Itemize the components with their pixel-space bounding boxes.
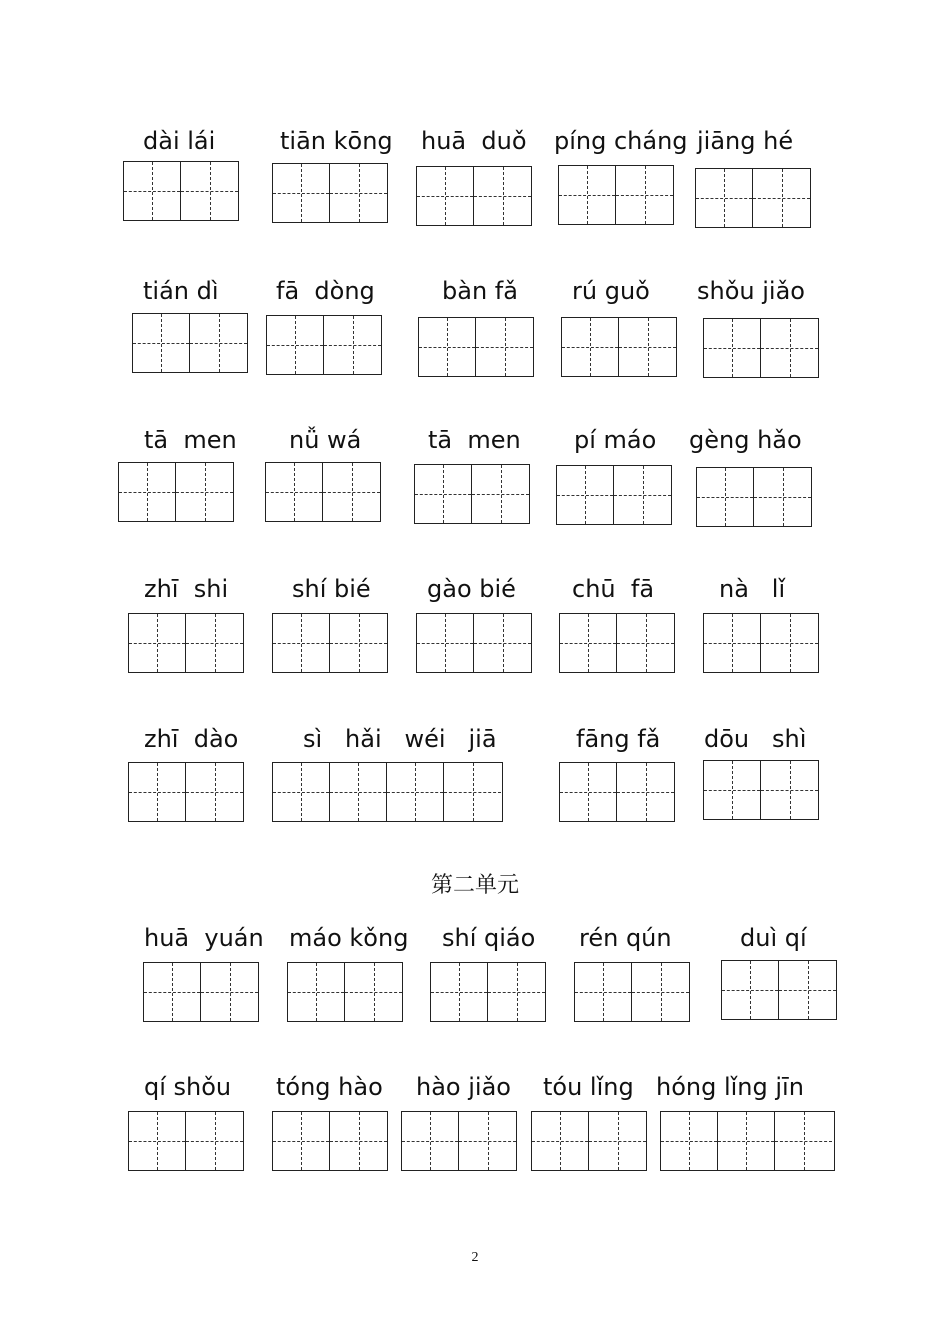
pinyin-word: zhī dào (144, 725, 239, 753)
grid-cell (330, 164, 387, 222)
grid-cell (129, 1112, 186, 1170)
grid-cell (761, 761, 818, 819)
writing-grid (272, 613, 388, 673)
grid-cell (119, 463, 176, 521)
grid-cell (616, 166, 673, 224)
grid-cell (417, 167, 474, 225)
writing-grid (401, 1111, 517, 1171)
pinyin-word: rú guǒ (572, 277, 650, 305)
pinyin-word: tā men (428, 426, 521, 454)
writing-grid (558, 165, 674, 225)
pinyin-word: qí shǒu (144, 1073, 232, 1101)
grid-cell (761, 614, 818, 672)
pinyin-word: hào jiǎo (416, 1073, 511, 1101)
grid-cell (704, 319, 761, 377)
writing-grid (416, 613, 532, 673)
pinyin-word: gào bié (427, 575, 516, 603)
writing-grid (265, 462, 381, 522)
writing-grid (266, 315, 382, 375)
pinyin-word: sì hǎi wéi jiā (303, 725, 497, 753)
pinyin-word: gèng hǎo (689, 426, 802, 454)
writing-grid (143, 962, 259, 1022)
writing-grid (128, 762, 244, 822)
grid-cell (431, 963, 488, 1021)
grid-cell (617, 763, 674, 821)
pinyin-word: shǒu jiǎo (697, 277, 805, 305)
grid-cell (697, 468, 754, 526)
grid-cell (186, 1112, 243, 1170)
grid-cell (273, 1112, 330, 1170)
grid-cell (775, 1112, 832, 1170)
grid-cell (323, 463, 380, 521)
writing-grid (123, 161, 239, 221)
pinyin-word: máo kǒng (289, 924, 409, 952)
writing-grid (660, 1111, 835, 1171)
pinyin-word: bàn fǎ (442, 277, 518, 305)
grid-cell (144, 963, 201, 1021)
writing-grid (721, 960, 837, 1020)
writing-grid (118, 462, 234, 522)
pinyin-word: zhī shi (144, 575, 229, 603)
pinyin-word: pí máo (574, 426, 657, 454)
pinyin-word: dài lái (143, 127, 216, 155)
grid-cell (402, 1112, 459, 1170)
writing-grid (574, 962, 690, 1022)
grid-cell (559, 166, 616, 224)
grid-cell (129, 763, 186, 821)
grid-cell (417, 614, 474, 672)
writing-grid (416, 166, 532, 226)
pinyin-word: huā duǒ (421, 127, 527, 155)
pinyin-word: tā men (144, 426, 237, 454)
grid-cell (761, 319, 818, 377)
grid-cell (176, 463, 233, 521)
grid-cell (532, 1112, 589, 1170)
writing-grid (272, 1111, 388, 1171)
grid-cell (476, 318, 533, 376)
writing-grid (559, 762, 675, 822)
writing-grid (556, 465, 672, 525)
writing-grid (132, 313, 248, 373)
grid-cell (419, 318, 476, 376)
writing-grid (559, 613, 675, 673)
grid-cell (661, 1112, 718, 1170)
grid-cell (267, 316, 324, 374)
writing-grid (695, 168, 811, 228)
grid-cell (718, 1112, 775, 1170)
grid-cell (560, 614, 617, 672)
pinyin-word: hóng lǐng jīn (656, 1073, 804, 1101)
grid-cell (273, 763, 330, 821)
pinyin-word: shí qiáo (442, 924, 536, 952)
grid-cell (186, 763, 243, 821)
grid-cell (266, 463, 323, 521)
grid-cell (779, 961, 836, 1019)
grid-cell (415, 465, 472, 523)
grid-cell (459, 1112, 516, 1170)
pinyin-word: tiān kōng (280, 127, 393, 155)
grid-cell (330, 614, 387, 672)
writing-grid (128, 1111, 244, 1171)
grid-cell (575, 963, 632, 1021)
writing-grid (703, 613, 819, 673)
grid-cell (488, 963, 545, 1021)
grid-cell (387, 763, 444, 821)
writing-grid (531, 1111, 647, 1171)
grid-cell (560, 763, 617, 821)
grid-cell (273, 614, 330, 672)
grid-cell (444, 763, 501, 821)
grid-cell (186, 614, 243, 672)
grid-cell (124, 162, 181, 220)
pinyin-word: tián dì (143, 277, 219, 305)
grid-cell (704, 761, 761, 819)
writing-grid (561, 317, 677, 377)
writing-grid (128, 613, 244, 673)
grid-cell (753, 169, 810, 227)
grid-cell (129, 614, 186, 672)
grid-cell (345, 963, 402, 1021)
pinyin-word: fā dòng (276, 277, 375, 305)
pinyin-word: shí bié (292, 575, 371, 603)
grid-cell (562, 318, 619, 376)
grid-cell (273, 164, 330, 222)
grid-cell (474, 614, 531, 672)
grid-cell (472, 465, 529, 523)
pinyin-word: huā yuán (144, 924, 264, 952)
grid-cell (589, 1112, 646, 1170)
writing-grid (272, 762, 503, 822)
pinyin-word: dōu shì (704, 725, 807, 753)
writing-grid (418, 317, 534, 377)
grid-cell (617, 614, 674, 672)
grid-cell (133, 314, 190, 372)
pinyin-word: jiāng hé (697, 127, 794, 155)
grid-cell (632, 963, 689, 1021)
grid-cell (330, 763, 387, 821)
grid-cell (557, 466, 614, 524)
pinyin-word: fāng fǎ (576, 725, 661, 753)
pinyin-word: duì qí (740, 924, 807, 952)
grid-cell (181, 162, 238, 220)
pinyin-word: nà lǐ (719, 575, 786, 603)
page-number: 2 (471, 1250, 479, 1265)
pinyin-word: tóu lǐng (543, 1073, 634, 1101)
grid-cell (619, 318, 676, 376)
writing-grid (703, 318, 819, 378)
writing-grid (696, 467, 812, 527)
grid-cell (324, 316, 381, 374)
grid-cell (201, 963, 258, 1021)
grid-cell (474, 167, 531, 225)
section-heading: 第二单元 (430, 873, 519, 898)
writing-grid (430, 962, 546, 1022)
writing-grid (272, 163, 388, 223)
grid-cell (704, 614, 761, 672)
writing-grid (287, 962, 403, 1022)
pinyin-word: tóng hào (276, 1073, 383, 1101)
pinyin-word: chū fā (572, 575, 655, 603)
grid-cell (190, 314, 247, 372)
grid-cell (754, 468, 811, 526)
writing-grid (703, 760, 819, 820)
pinyin-word: rén qún (579, 924, 672, 952)
grid-cell (330, 1112, 387, 1170)
grid-cell (614, 466, 671, 524)
writing-grid (414, 464, 530, 524)
grid-cell (696, 169, 753, 227)
pinyin-word: nǚ wá (289, 426, 362, 454)
grid-cell (722, 961, 779, 1019)
pinyin-word: píng cháng (554, 127, 688, 155)
grid-cell (288, 963, 345, 1021)
